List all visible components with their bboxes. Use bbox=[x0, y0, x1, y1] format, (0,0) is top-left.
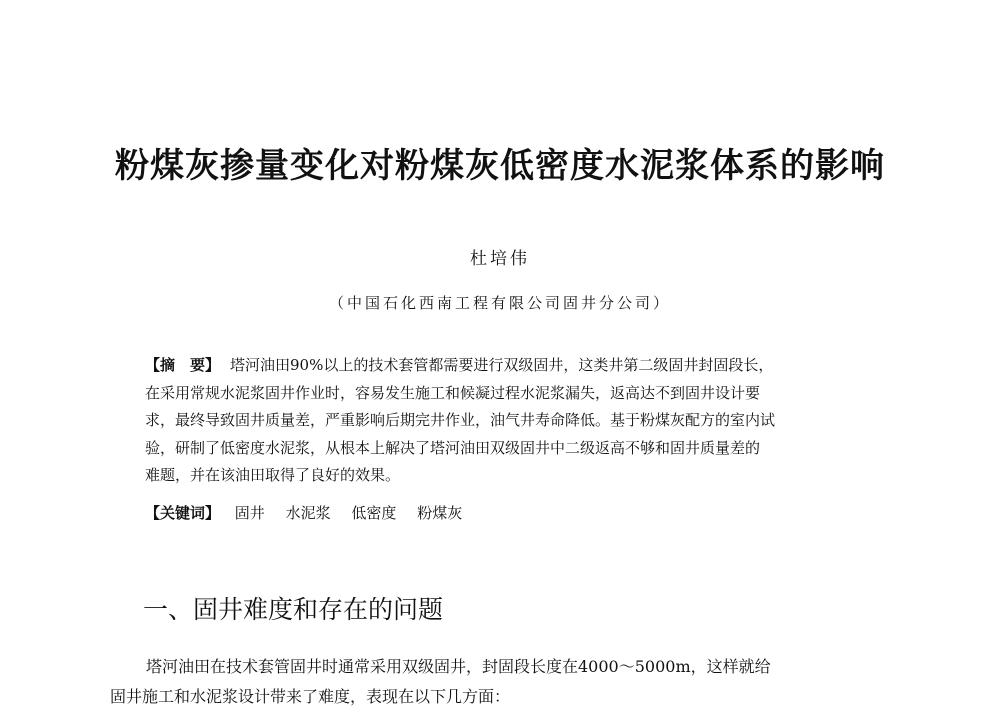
keyword: 粉煤灰 bbox=[417, 504, 463, 522]
keywords bbox=[145, 502, 478, 523]
abstract-text: 塔河油田90%以上的技术套管都需要进行双级固井，这类井第二级固井封固段长， bbox=[230, 356, 774, 374]
section-heading: 一、固井难度和存在的问题 bbox=[143, 595, 444, 624]
paragraph-line: 固井施工和水泥浆设计带来了难度，表现在以下几方面： bbox=[110, 687, 511, 706]
abstract-line: 验，研制了低密度水泥浆，从根本上解决了塔河油田双级固井中二级返高不够和固井质量差的 bbox=[145, 438, 761, 457]
abstract-line: 在采用常规水泥浆固井作业时，容易发生施工和候凝过程水泥浆漏失，返高达不到固井设计要 bbox=[145, 383, 761, 402]
author-name: 杜培伟 bbox=[470, 249, 530, 269]
keyword: 水泥浆 bbox=[285, 504, 331, 522]
section-paragraph bbox=[110, 652, 910, 712]
keywords-label: 【关键词】 bbox=[145, 504, 221, 522]
abstract bbox=[145, 352, 865, 490]
abstract-line bbox=[145, 352, 865, 380]
abstract-label: 【摘 要】 bbox=[145, 356, 221, 374]
author-affiliation: （中国石化西南工程有限公司固井分公司） bbox=[328, 294, 671, 312]
abstract-line: 难题，并在该油田取得了良好的效果。 bbox=[145, 466, 401, 484]
abstract-line: 求，最终导致固井质量差，严重影响后期完井作业，油气井寿命降低。基于粉煤灰配方的室内试 bbox=[145, 411, 776, 429]
paper-title: 粉煤灰掺量变化对粉煤灰低密度水泥浆体系的影响 bbox=[115, 146, 885, 186]
keyword: 固井 bbox=[234, 504, 265, 522]
keyword: 低密度 bbox=[351, 504, 397, 522]
paragraph-line: 塔河油田在技术套管固井时通常采用双级固井，封固段长度在4000～5000m，这样就给 bbox=[146, 657, 771, 676]
